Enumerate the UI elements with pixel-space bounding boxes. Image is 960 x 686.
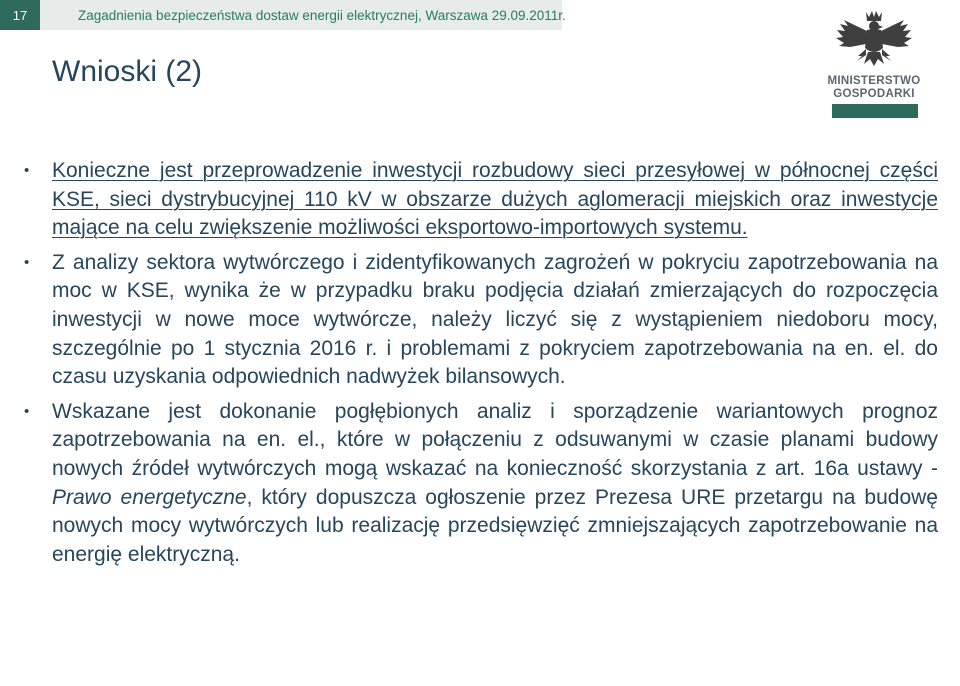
logo-line-2: GOSPODARKI xyxy=(833,88,915,100)
bullet-item xyxy=(24,157,938,243)
header-event-text: Zagadnienia bezpieczeństwa dostaw energii elektrycznej, Warszawa 29.09.2011r. xyxy=(78,8,566,23)
bullet-item xyxy=(24,398,938,570)
page-number: 17 xyxy=(0,0,40,30)
logo-stripe xyxy=(832,104,918,118)
bullet-dot: • xyxy=(24,253,30,271)
law-title: Prawo energetyczne xyxy=(52,485,247,509)
white-eagle-emblem-icon xyxy=(826,8,922,74)
bullet-item xyxy=(24,249,938,392)
bullet-text-part-1: Wskazane jest dokonanie pogłębionych analiz i sporządzenie wariantowych prognoz zapotrzebowania na en. el., które w połączeniu z odsuwanymi w czasie planami budowy nowych źródeł wytwórczych mogą wskazać na konieczność skorzystania z art. 16a ustawy - xyxy=(52,399,938,480)
bullet-text: Z analizy sektora wytwórczego i zidentyfikowanych zagrożeń w pokryciu zapotrzebowania na moc w KSE, wynika że w przypadku braku podjęcia działań zmierzających do rozpoczęcia inwestycji w nowe moce wytwórcze, należy liczyć się z wystąpieniem niedoboru mocy, szczególnie po 1 stycznia 2016 r. i problemami z pokryciem zapotrzebowania na en. el. do czasu uzyskania odpowiednich nadwyżek bilansowych. xyxy=(52,250,938,389)
bullet-text-part-2: , który dopuszcza ogłoszenie przez Prezesa URE przetargu na budowę nowych mocy wytwórczych lub realizację przedsięwzięć zmniejszających zapotrzebowanie na energię elektryczną. xyxy=(52,485,938,566)
ministry-logo xyxy=(826,8,922,120)
logo-line-1: MINISTERSTWO xyxy=(827,75,921,87)
bullet-text: Konieczne jest przeprowadzenie inwestycji rozbudowy sieci przesyłowej w północnej części KSE, sieci dystrybucyjnej 110 kV w obszarze dużych aglomeracji miejskich oraz inwestycje mające na celu zwiększenie możliwości eksportowo-importowych systemu. xyxy=(52,159,938,240)
bullet-list xyxy=(24,157,938,569)
slide-title: Wnioski (2) xyxy=(52,55,203,88)
bullet-dot: • xyxy=(24,402,30,420)
bullet-dot: • xyxy=(24,162,30,179)
